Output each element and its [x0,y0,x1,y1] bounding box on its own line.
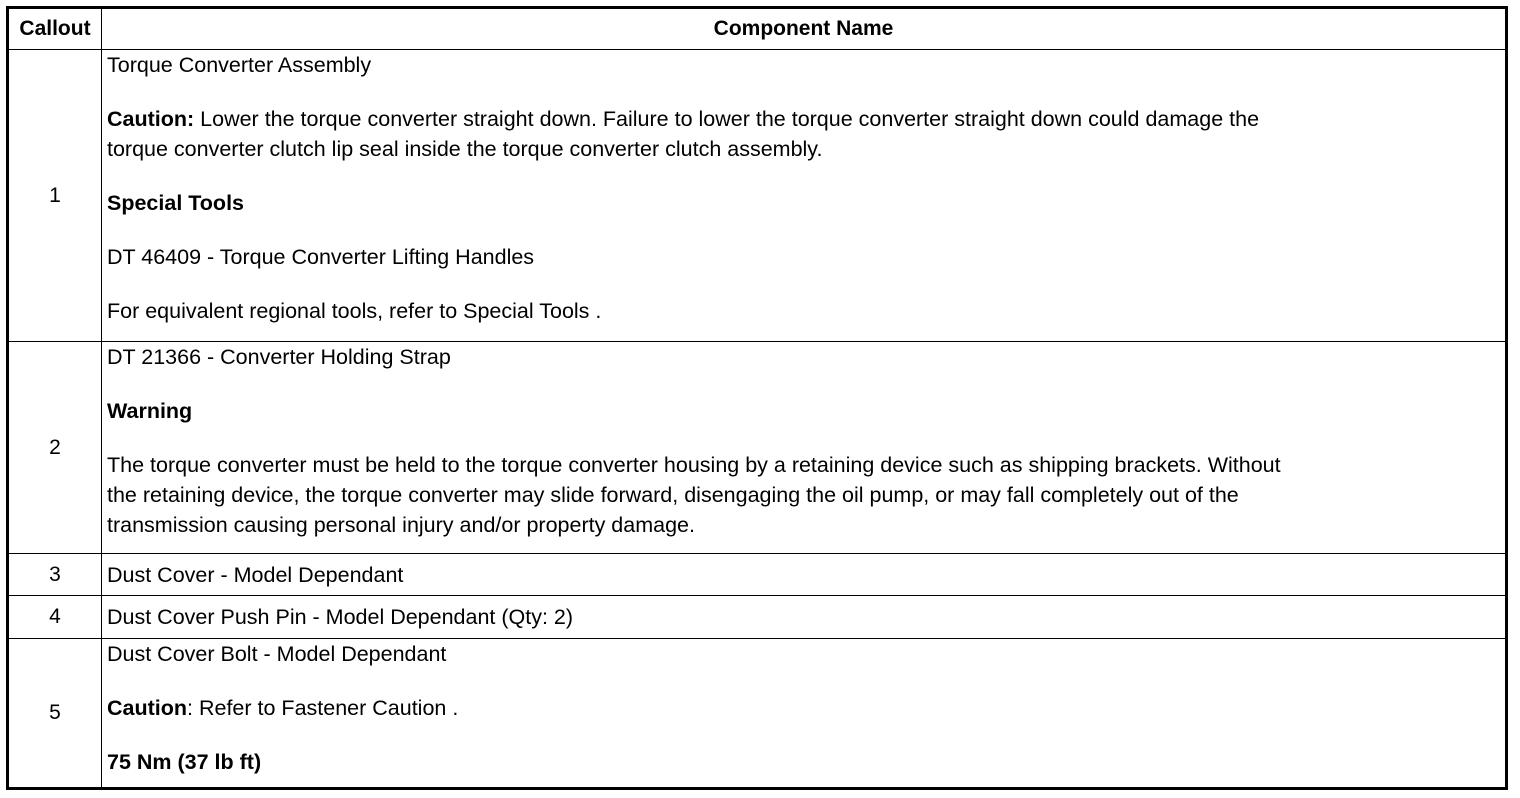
regional-tools-note: For equivalent regional tools, refer to Special Tools . [107,299,602,323]
table-row [8,342,1507,554]
callout-number: 4 [8,596,102,639]
callout-number: 5 [8,639,102,789]
callout-number: 2 [8,342,102,554]
component-description [102,596,1507,639]
caution-label: Caution: [107,107,195,131]
caution-label: Caution [107,696,188,720]
table-row [8,596,1507,639]
warning-text-cont: the retaining device, the torque converter may slide forward, disengaging the oil pump, or may fall completely out of the [107,483,1239,507]
component-table [6,6,1508,790]
callout-header: Callout [8,8,102,50]
caution-text-cont: torque converter clutch lip seal inside the torque converter clutch assembly. [107,137,823,161]
table-row [8,554,1507,596]
caution-text: Caution: Refer to Fastener Caution . [107,696,459,720]
component-name: Torque Converter Assembly [107,53,372,77]
warning-text-cont: transmission causing personal injury and/or property damage. [107,513,695,537]
component-name: Dust Cover Bolt - Model Dependant [107,642,447,666]
component-description [102,342,1507,554]
caution-text: Caution: Lower the torque converter straight down. Failure to lower the torque converter straight down could damage the [107,107,1260,131]
component-name: DT 21366 - Converter Holding Strap [107,345,451,369]
warning-heading: Warning [107,399,193,423]
callout-number: 3 [8,554,102,596]
component-name: Dust Cover Push Pin - Model Dependant (Qty: 2) [107,605,574,629]
table-row [8,639,1507,789]
torque-spec: 75 Nm (37 lb ft) [107,750,262,774]
component-description [102,639,1507,789]
component-description [102,50,1507,342]
component-name: Dust Cover - Model Dependant [107,562,404,587]
tool-item: DT 46409 - Torque Converter Lifting Handles [107,245,535,269]
callout-number: 1 [8,50,102,342]
header-row [8,8,1507,50]
table-row [8,50,1507,342]
warning-text: The torque converter must be held to the torque converter housing by a retaining device such as shipping brackets. Without [107,453,1281,477]
special-tools-heading: Special Tools [107,191,244,215]
component-name-header: Component Name [102,8,1507,50]
component-description [102,554,1507,596]
